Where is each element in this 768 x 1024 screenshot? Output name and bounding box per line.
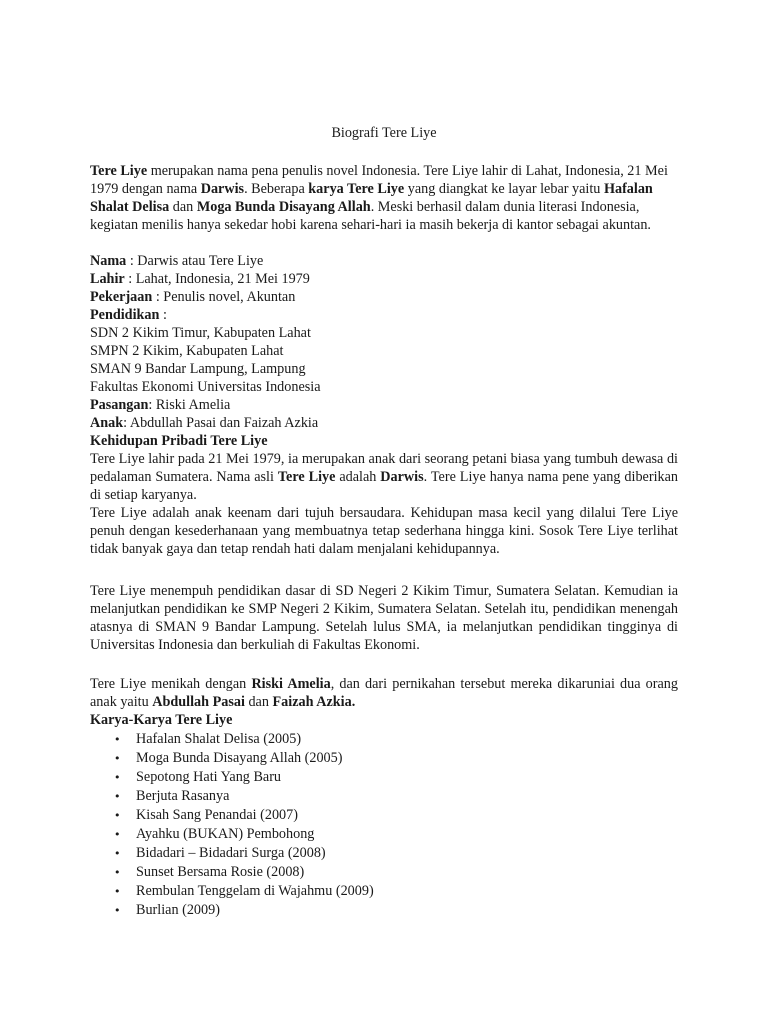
fact-value: : Darwis atau Tere Liye xyxy=(126,253,264,269)
intro-text: yang diangkat ke layar lebar yaitu xyxy=(404,181,604,197)
school-item: SMAN 9 Bandar Lampung, Lampung xyxy=(90,361,306,377)
paragraph-text: dan xyxy=(244,694,273,710)
list-item: • Burlian (2009) xyxy=(90,901,678,920)
list-item: • Hafalan Shalat Delisa (2005) xyxy=(90,730,678,749)
fact-pendidikan xyxy=(90,306,678,324)
section-heading-karya xyxy=(90,711,678,729)
section-heading-text: Kehidupan Pribadi Tere Liye xyxy=(90,433,268,449)
list-item: • Sunset Bersama Rosie (2008) xyxy=(90,863,678,882)
fact-label: Pendidikan xyxy=(90,307,160,323)
school-item: SMPN 2 Kikim, Kabupaten Lahat xyxy=(90,343,284,359)
school-item: SDN 2 Kikim Timur, Kabupaten Lahat xyxy=(90,325,311,341)
nikah-section xyxy=(90,675,678,729)
bold-spouse: Riski Amelia xyxy=(251,676,331,692)
bold-child-2: Faizah Azkia. xyxy=(272,694,356,710)
list-item: • Rembulan Tenggelam di Wajahmu (2009) xyxy=(90,882,678,901)
karya-list xyxy=(90,730,678,920)
fact-value: : Lahat, Indonesia, 21 Mei 1979 xyxy=(124,271,310,287)
intro-text: merupakan nama pena penulis novel Indonesia. Tere Liye lahir di Lahat, Indonesia, 21 Mei 1979 dengan nama xyxy=(90,163,668,197)
biodata-section xyxy=(90,252,678,450)
intro-bold-title-1: Hafalan Shalat Delisa xyxy=(90,181,653,215)
fact-label: Lahir xyxy=(90,271,125,287)
list-item: • Bidadari – Bidadari Surga (2008) xyxy=(90,844,678,863)
pribadi-paragraph-1 xyxy=(90,450,678,504)
intro-paragraph xyxy=(90,162,678,234)
paragraph-text: Tere Liye menikah dengan xyxy=(90,676,252,692)
list-item: • Ayahku (BUKAN) Pembohong xyxy=(90,825,678,844)
bold-child-1: Abdullah Pasai xyxy=(152,694,245,710)
section-heading-pribadi xyxy=(90,432,678,450)
fact-label: Nama xyxy=(90,253,127,269)
fact-value: : Abdullah Pasai dan Faizah Azkia xyxy=(123,415,319,431)
intro-text: . Meski berhasil dalam dunia literasi Indonesia, kegiatan menilis hanya sekedar hobi karena sehari-hari ia masih bekerja di kantor sebagai akuntan. xyxy=(90,199,651,233)
page-title: Biografi Tere Liye xyxy=(331,125,437,141)
fact-pasangan xyxy=(90,396,678,414)
list-item: • Kisah Sang Penandai (2007) xyxy=(90,806,678,825)
fact-label: Pekerjaan xyxy=(90,289,153,305)
fact-label: Anak xyxy=(90,415,124,431)
intro-text: dan xyxy=(169,199,197,215)
fact-lahir xyxy=(90,270,678,288)
nikah-paragraph xyxy=(90,675,678,711)
bold-realname: Darwis xyxy=(380,469,424,485)
fact-nama xyxy=(90,252,678,270)
school-item: Fakultas Ekonomi Universitas Indonesia xyxy=(90,379,321,395)
intro-bold-title-2: Moga Bunda Disayang Allah xyxy=(196,199,371,215)
paragraph-text: Tere Liye menempuh pendidikan dasar di SD Negeri 2 Kikim Timur, Sumatera Selatan. Kemudian ia melanjutkan pendidikan ke SMP Negeri 2 Kikim, Sumatera Selatan. Setelah itu, pendidikan menengah atasnya di SMAN 9 Bandar Lampung. Setelah lulus SMA, ia melanjutkan pendidikan tingginya di Universitas Indonesia dan berkuliah di Fakultas Ekonomi. xyxy=(90,583,678,653)
fact-value: : xyxy=(159,307,167,323)
section-heading-text: Karya-Karya Tere Liye xyxy=(90,712,233,728)
intro-bold-realname: Darwis xyxy=(200,181,245,197)
pendidikan-paragraph xyxy=(90,582,678,654)
paragraph-text: , dan dari pernikahan tersebut mereka dikaruniai dua orang anak yaitu xyxy=(90,676,678,710)
intro-bold-name: Tere Liye xyxy=(90,163,148,179)
intro-text: . Beberapa xyxy=(244,181,309,197)
paragraph-text: Tere Liye lahir pada 21 Mei 1979, ia merupakan anak dari seorang petani biasa yang tumbuh dewasa di pedalaman Sumatera. Nama asli xyxy=(90,451,678,485)
fact-value: : Penulis novel, Akuntan xyxy=(152,289,296,305)
intro-bold-karya: karya Tere Liye xyxy=(308,181,405,197)
pribadi-paragraph-2: Tere Liye adalah anak keenam dari tujuh bersaudara. Kehidupan masa kecil yang dilalui Tere Liye penuh dengan kesederhanaan yang membuatnya tetap sederhana hingga kini. Sosok Tere Liye terlihat tidak banyak gaya dan tetap rendah hati dalam menjalani kehidupannya. xyxy=(90,505,678,557)
paragraph-text: . Tere Liye hanya nama pene yang diberikan di setiap karyanya. xyxy=(90,469,678,503)
list-item: • Berjuta Rasanya xyxy=(90,787,678,806)
list-item: • Sepotong Hati Yang Baru xyxy=(90,768,678,787)
karya-list-section xyxy=(90,730,678,920)
pribadi-section xyxy=(90,450,678,558)
fact-value: : Riski Amelia xyxy=(148,397,231,413)
paragraph-text: adalah xyxy=(335,469,381,485)
fact-pekerjaan xyxy=(90,288,678,306)
list-item: • Moga Bunda Disayang Allah (2005) xyxy=(90,749,678,768)
fact-label: Pasangan xyxy=(90,397,149,413)
fact-anak xyxy=(90,414,678,432)
bold-name: Tere Liye xyxy=(277,469,336,485)
